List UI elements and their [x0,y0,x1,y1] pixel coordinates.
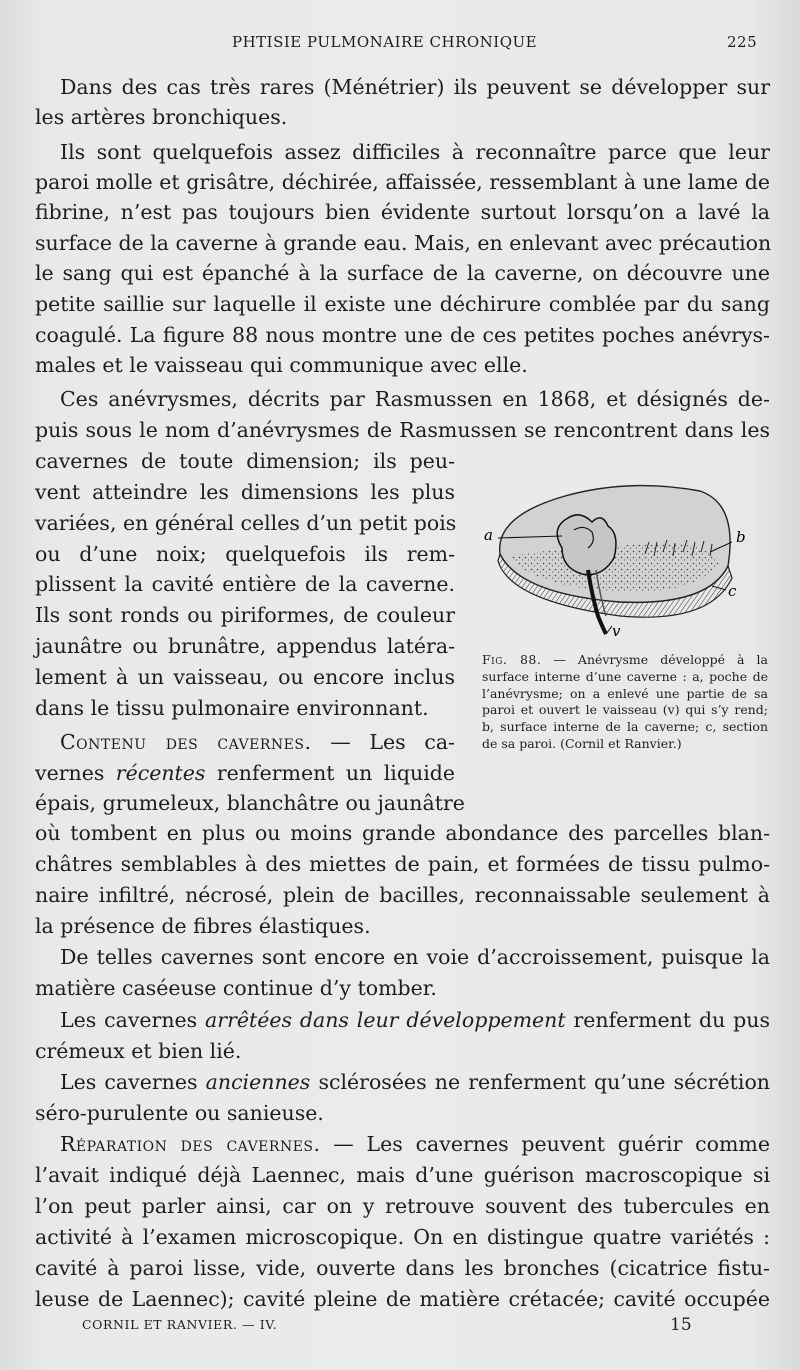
text-line [60,1067,770,1097]
caption-label: Fig. 88. [482,652,542,667]
label-a: a [484,526,493,544]
section-heading: Contenu des cavernes. [60,730,312,754]
text-line: plissent la cavité entière de la caverne. [35,572,455,596]
text-fragment: sclérosées ne renferment qu’une sécrétion [310,1070,770,1094]
text-line: le sang qui est épanché à la surface de la caverne, on découvre une [35,261,770,285]
text-fragment: renferment un liquide [205,761,456,785]
text-line: Ils sont ronds ou piriformes, de couleur [35,603,455,627]
text-line: lement à un vaisseau, ou encore inclus [35,665,455,689]
aneurysm-illustration [470,466,800,656]
text-line: séro-purulente ou sanieuse. [35,1101,324,1125]
text-line: De telles cavernes sont encore en voie d’accroissement, puisque la [60,945,770,969]
text-fragment: renferment du pus [565,1008,770,1032]
caption-text: — Anévrysme développé à la surface interne d’une caverne : a, poche de l’anévrysme; on a enlevé une partie de sa paroi et ouvert le vaisseau (v) qui s’y rend; b, surface interne de la caverne; c, section de sa paroi. (Cornil et Ranvier.) [482,652,768,751]
page-footer [0,1315,800,1335]
text-line: la présence de fibres élastiques. [35,914,371,938]
text-line: ou d’une noix; quelquefois ils rem- [35,542,455,566]
text-line: dans le tissu pulmonaire environnant. [35,696,429,720]
emphasis-text: récentes [115,761,206,785]
running-header [0,33,800,55]
section-heading-line [60,727,455,757]
text-line [35,758,455,788]
text-line: Ces anévrysmes, décrits par Rasmussen en 1868, et désignés de- [60,387,770,411]
section-heading: Réparation des cavernes. [60,1132,321,1156]
label-v: v [612,622,621,640]
figure-88 [470,466,800,656]
text-fragment: — Les ca- [311,730,455,754]
text-line: paroi molle et grisâtre, déchirée, affaissée, ressemblant à une lame de [35,170,770,194]
text-line: épais, grumeleux, blanchâtre ou jaunâtre [35,791,465,815]
printer-signature-number: 15 [670,1315,692,1335]
text-line: activité à l’examen microscopique. On en distingue quatre variétés : [35,1225,770,1249]
label-c: c [728,582,737,600]
text-line: Ils sont quelquefois assez difficiles à reconnaître parce que leur [60,140,770,164]
text-line: fibrine, n’est pas toujours bien évidente surtout lorsqu’on a lavé la [35,200,770,224]
text-line: Dans des cas très rares (Ménétrier) ils peuvent se développer sur [60,75,770,99]
text-line: châtres semblables à des miettes de pain, et formées de tissu pulmo- [35,852,770,876]
text-line: variées, en général celles d’un petit pois [35,511,457,535]
text-line: naire infiltré, nécrosé, plein de bacilles, reconnaissable seulement à [35,883,770,907]
emphasis-text: arrêtées dans leur développement [205,1008,566,1032]
text-line: crémeux et bien lié. [35,1039,242,1063]
text-line: coagulé. La figure 88 nous montre une de ces petites poches anévrys- [35,323,770,347]
footer-signature-line: CORNIL ET RANVIER. — IV. [82,1317,278,1332]
text-line: matière caséeuse continue d’y tomber. [35,976,437,1000]
section-heading-line [60,1129,770,1159]
figure-caption [482,652,768,753]
label-b: b [736,528,746,546]
text-fragment: Les cavernes [60,1070,206,1094]
text-line [60,1005,770,1035]
text-line: puis sous le nom d’anévrysmes de Rasmussen se rencontrent dans les [35,418,770,442]
text-line: petite saillie sur laquelle il existe une déchirure comblée par du sang [35,292,770,316]
text-line: l’on peut parler ainsi, car on y retrouve souvent des tubercules en [35,1194,770,1218]
page-number: 225 [727,33,758,51]
text-fragment: vernes [35,761,116,785]
text-line: l’avait indiqué déjà Laennec, mais d’une guérison macroscopique si [35,1163,770,1187]
text-line: leuse de Laennec); cavité pleine de matière crétacée; cavité occupée [35,1287,770,1311]
emphasis-text: anciennes [205,1070,311,1094]
text-fragment: — Les cavernes peuvent guérir comme [320,1132,770,1156]
text-line: cavernes de toute dimension; ils peu- [35,449,455,473]
text-fragment: Les cavernes [60,1008,206,1032]
running-title: PHTISIE PULMONAIRE CHRONIQUE [232,33,538,51]
text-line: cavité à paroi lisse, vide, ouverte dans les bronches (cicatrice fistu- [35,1256,770,1280]
text-line: vent atteindre les dimensions les plus [35,480,455,504]
text-line: surface de la caverne à grande eau. Mais, en enlevant avec précaution [35,231,772,255]
text-line: jaunâtre ou brunâtre, appendus latéra- [35,634,455,658]
text-line: où tombent en plus ou moins grande abondance des parcelles blan- [35,821,770,845]
text-line: les artères bronchiques. [35,105,288,129]
text-line: males et le vaisseau qui communique avec elle. [35,353,528,377]
